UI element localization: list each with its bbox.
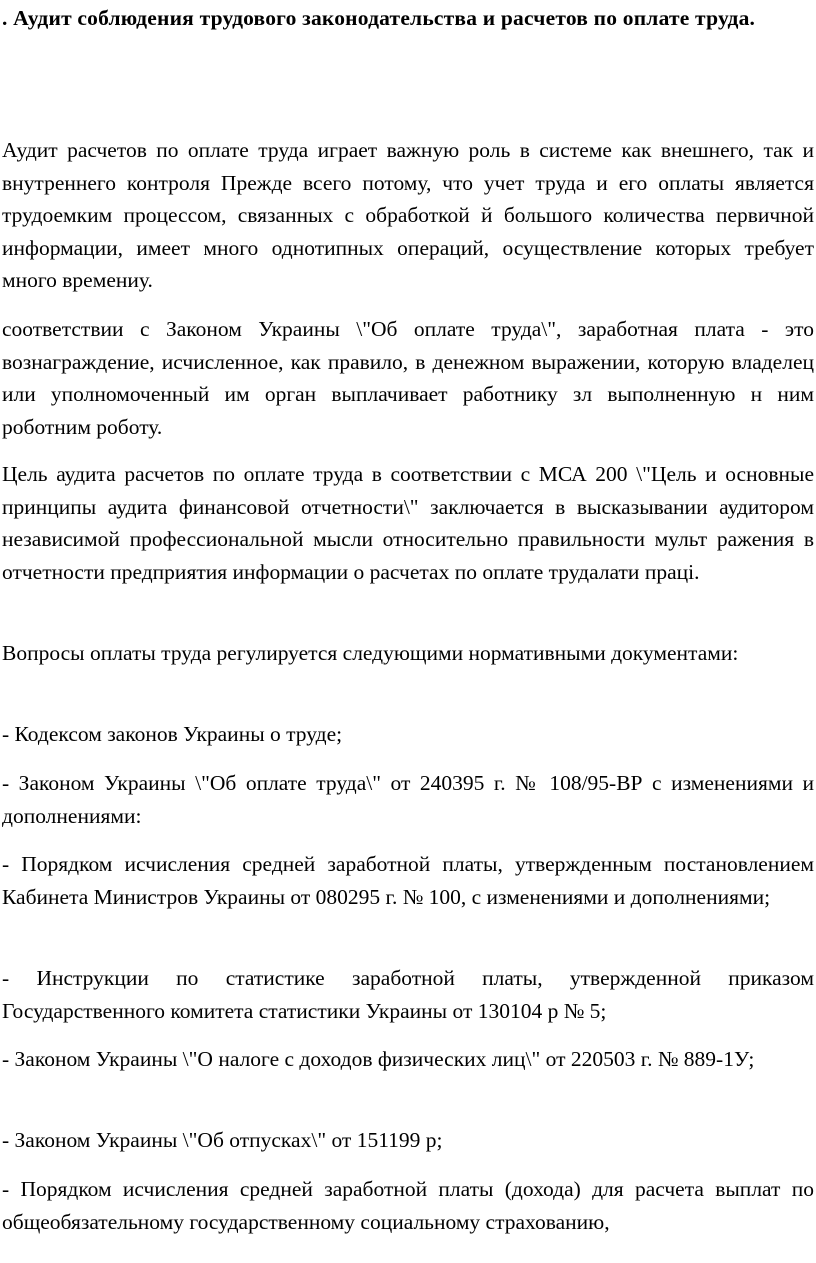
- paragraph-regulatory-intro: Вопросы оплаты труда регулируется следующими нормативными документами:: [2, 641, 739, 665]
- document-heading: . Аудит соблюдения трудового законодательства и расчетов по оплате труда.: [2, 6, 756, 30]
- list-item-social-insurance-procedure: - Порядком исчисления средней заработной платы (дохода) для расчета выплат по общеобязательному государственному социальному страхованию,: [2, 1177, 814, 1234]
- paragraph-salary-definition: соответствии с Законом Украины \"Об оплате труда\", заработная плата - это вознаграждение, исчисленное, как правило, в денежном выражении, которую владелец или уполномоченный им орган выплачивает работнику зл выполненную н ним роботним роботу.: [2, 317, 814, 439]
- list-item-law-on-wages: - Законом Украины \"Об оплате труда\" от 240395 г. № 108/95-ВР с изменениями и дополнениями:: [2, 771, 814, 828]
- list-item-average-salary-procedure: - Порядком исчисления средней заработной платы, утвержденным постановлением Кабинета Министров Украины от 080295 г. № 100, с изменениями и дополнениями;: [2, 852, 814, 909]
- list-item-labor-code: - Кодексом законов Украины о труде;: [2, 722, 343, 746]
- list-item-statistics-instruction: - Инструкции по статистике заработной платы, утвержденной приказом Государственного комитета статистики Украины от 130104 р № 5;: [2, 966, 814, 1023]
- list-item-income-tax-law: - Законом Украины \"О налоге с доходов физических лиц\" от 220503 г. № 889-1У;: [2, 1047, 755, 1071]
- paragraph-audit-importance: Аудит расчетов по оплате труда играет важную роль в системе как внешнего, так и внутреннего контроля Прежде всего потому, что учет труда и его оплаты является трудоемким процессом, связанных с обработкой й большого количества первичной информации, имеет много однотипных операций, осуществление которых требует много времениу.: [2, 138, 814, 292]
- list-item-vacation-law: - Законом Украины \"Об отпусках\" от 151199 р;: [2, 1128, 443, 1152]
- paragraph-audit-goal: Цель аудита расчетов по оплате труда в соответствии с МСА 200 \"Цель и основные принципы аудита финансовой отчетности\" заключается в высказывании аудитором независимой профессиональной мысли относительно правильности мульт ражения в отчетности предприятия информации о расчетах по оплате трудалати праці.: [2, 462, 814, 584]
